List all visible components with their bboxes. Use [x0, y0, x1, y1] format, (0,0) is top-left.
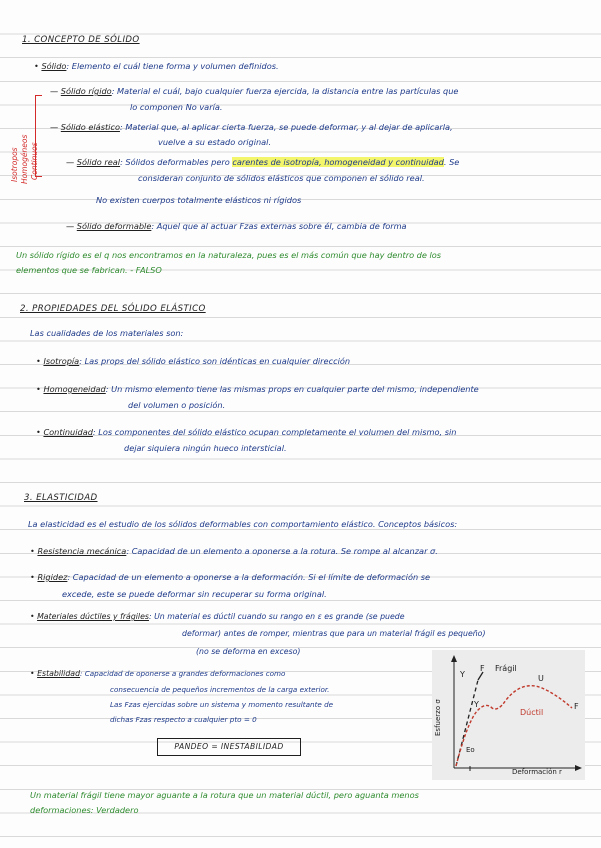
- rigidez-def-2: excede, este se puede deformar sin recuperar su forma original.: [62, 589, 327, 599]
- chart-label-y1: Y: [460, 670, 465, 679]
- isotropia-line: • Isotropía: Las props del sólido elástico son idénticas en cualquier dirección: [36, 356, 351, 366]
- solido-line: • Sólido: Elemento el cuál tiene forma y volumen definidos.: [34, 61, 279, 71]
- chart-label-ductil: Dúctil: [520, 708, 544, 717]
- estabilidad-line: • Estabilidad: Capacidad de oponerse a grandes deformaciones como: [30, 669, 286, 678]
- section-2-intro: Las cualidades de los materiales son:: [30, 328, 184, 338]
- chart-xlabel: Deformación r: [512, 768, 562, 776]
- real-def-highlight: carentes de isotropía, homogeneidad y continuidad: [232, 157, 444, 167]
- estabilidad-def-2: consecuencia de pequeños incrementos de la carga exterior.: [110, 685, 330, 694]
- green-note-2-line-1: Un material frágil tiene mayor aguante a la rotura que un material dúctil, pero aguanta menos: [30, 790, 419, 800]
- solido-term: Sólido: [41, 61, 67, 71]
- resistencia-def: : Capacidad de un elemento a oponerse a la rotura. Se rompe al alcanzar σ.: [126, 546, 438, 556]
- isotropia-term: Isotropía: [43, 356, 80, 366]
- deformable-line: — Sólido deformable: Aquel que al actuar Fzas externas sobre él, cambia de forma: [66, 221, 407, 231]
- side-label-isotropos: Isotropos: [10, 147, 19, 182]
- red-bracket: [35, 95, 42, 177]
- chart-label-fragil: Frágil: [495, 664, 517, 673]
- side-label-homogeneos: Homogéneos: [20, 134, 29, 184]
- continuidad-line: • Continuidad: Los componentes del sólido elástico ocupan completamente el volumen del mismo, sin: [36, 427, 457, 437]
- rigidez-line: • Rigidez: Capacidad de un elemento a oponerse a la deformación. Si el límite de deformación se: [30, 572, 431, 582]
- estabilidad-term: Estabilidad: [37, 669, 81, 678]
- rigido-term: Sólido rígido: [60, 86, 112, 96]
- x-axis-arrow: [575, 765, 582, 771]
- green-note-2-line-2: deformaciones: Verdadero: [30, 805, 139, 815]
- real-term: Sólido real: [76, 157, 121, 167]
- section-3-title: 3. ELASTICIDAD: [24, 493, 98, 503]
- materiales-def-2: deformar) antes de romper, mientras que para un material frágil es pequeño): [182, 629, 486, 638]
- section-3-intro: La elasticidad es el estudio de los sólidos deformables con comportamiento elástico. Conceptos básicos:: [28, 519, 458, 529]
- chart-label-y2: Y: [474, 700, 479, 709]
- homogeneidad-def-2: del volumen o posición.: [128, 400, 226, 410]
- section-1-title: 1. CONCEPTO DE SÓLIDO: [22, 35, 140, 45]
- rigido-line: — Sólido rígido: Material el cuál, bajo cualquier fuerza ejercida, la distancia entre las partículas que: [50, 86, 459, 96]
- resistencia-line: • Resistencia mecánica: Capacidad de un elemento a oponerse a la rotura. Se rompe al alcanzar σ.: [30, 546, 438, 556]
- homogeneidad-line: • Homogeneidad: Un mismo elemento tiene las mismas props en cualquier parte del mismo, independiente: [36, 384, 479, 394]
- homogeneidad-term: Homogeneidad: [43, 384, 106, 394]
- rigido-def-1: : Material el cuál, bajo cualquier fuerza ejercida, la distancia entre las partículas que: [111, 86, 459, 96]
- chart-label-f1: F: [480, 664, 485, 673]
- materiales-def-1: : Un material es dúctil cuando su rango en ε es grande (se puede: [148, 612, 405, 621]
- estabilidad-def-4: dichas Fzas respecto a cualquier pto = 0: [110, 715, 257, 724]
- deformable-def: : Aquel que al actuar Fzas externas sobre él, cambia de forma: [151, 221, 407, 231]
- side-label-continuos: Continuos: [30, 142, 39, 180]
- pandeo-box: PANDEO = INESTABILIDAD: [157, 738, 301, 756]
- isotropia-def: : Las props del sólido elástico son idénticas en cualquier dirección: [79, 356, 351, 366]
- continuidad-term: Continuidad: [43, 427, 93, 437]
- section-2-title: 2. PROPIEDADES DEL SÓLIDO ELÁSTICO: [20, 304, 206, 314]
- materiales-term: Materiales dúctiles y frágiles: [37, 612, 149, 621]
- fragil-curve-end: [478, 672, 483, 680]
- stress-strain-diagram: [432, 650, 585, 780]
- rigido-def-2: lo componen No varía.: [130, 102, 223, 112]
- continuidad-def-1: : Los componentes del sólido elástico ocupan completamente el volumen del mismo, sin: [92, 427, 457, 437]
- solido-def: : Elemento el cuál tiene forma y volumen definidos.: [66, 61, 279, 71]
- real-line: — Sólido real: Sólidos deformables pero carentes de isotropía, homogeneidad y continuidad. Se: [66, 157, 460, 167]
- elastico-def-2: vuelve a su estado original.: [158, 137, 272, 147]
- materiales-line: • Materiales dúctiles y frágiles: Un material es dúctil cuando su rango en ε es grande (se puede: [30, 612, 405, 621]
- materiales-def-3: (no se deforma en exceso): [196, 647, 301, 656]
- no-existen-text: No existen cuerpos totalmente elásticos ni rígidos: [96, 195, 302, 205]
- elastico-def-1: : Material que, al aplicar cierta fuerza, se puede deformar, y al dejar de aplicarla,: [119, 122, 453, 132]
- chart-ylabel: Esfuerzo σ: [434, 699, 442, 736]
- rigidez-def-1: : Capacidad de un elemento a oponerse a la deformación. Si el límite de deformación se: [67, 572, 431, 582]
- estabilidad-def-1: : Capacidad de oponerse a grandes deformaciones como: [80, 669, 286, 678]
- real-def-2: consideran conjunto de sólidos elásticos que componen el sólido real.: [138, 173, 425, 183]
- green-note-1-line-1: Un sólido rígido es el q nos encontramos en la naturaleza, pues es el más común que hay dentro de los: [16, 250, 442, 260]
- homogeneidad-def-1: : Un mismo elemento tiene las mismas props en cualquier parte del mismo, independiente: [105, 384, 479, 394]
- chart-label-eo: Eo: [466, 746, 475, 754]
- continuidad-def-2: dejar siquiera ningún hueco intersticial.: [124, 443, 287, 453]
- elastico-line: — Sólido elástico: Material que, al aplicar cierta fuerza, se puede deformar, y al dejar de aplicarla,: [50, 122, 453, 132]
- y-axis-arrow: [451, 655, 457, 662]
- resistencia-term: Resistencia mecánica: [37, 546, 127, 556]
- chart-label-u: U: [538, 674, 544, 683]
- deformable-term: Sólido deformable: [76, 221, 152, 231]
- real-def-1a: : Sólidos deformables pero: [120, 157, 230, 167]
- rigidez-term: Rigidez: [37, 572, 68, 582]
- estabilidad-def-3: Las Fzas ejercidas sobre un sistema y momento resultante de: [110, 700, 334, 709]
- real-def-1c: . Se: [443, 157, 460, 167]
- elastico-term: Sólido elástico: [60, 122, 120, 132]
- chart-label-f2: F: [574, 702, 579, 711]
- green-note-1-line-2: elementos que se fabrican. - FALSO: [16, 265, 162, 275]
